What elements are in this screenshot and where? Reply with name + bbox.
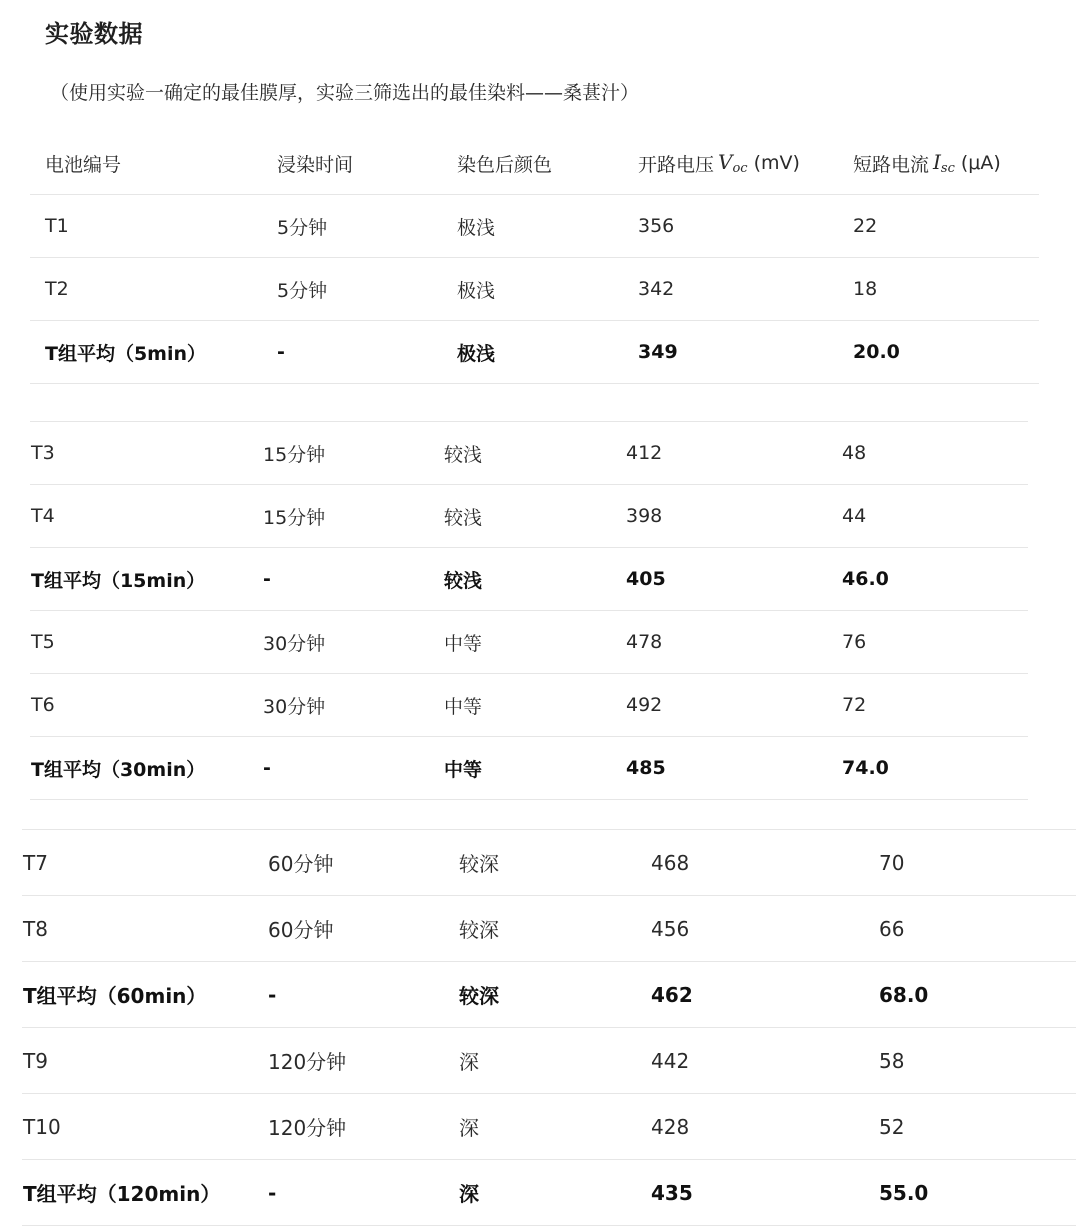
color-cell: 较深 [459, 984, 499, 1008]
table-average-row [30, 548, 1028, 611]
battery-id-cell: T9 [23, 1048, 48, 1073]
experiment-note: （使用实验一确定的最佳膜厚，实验三筛选出的最佳染料——桑葚汁） [50, 82, 640, 104]
battery-id-cell: T组平均（15min） [31, 569, 206, 592]
color-cell: 较深 [459, 852, 499, 876]
color-cell: 极浅 [457, 216, 496, 239]
soak-time-cell: 5分钟 [277, 216, 328, 239]
battery-id-cell: T组平均（5min） [45, 342, 207, 365]
voc-cell: 356 [638, 215, 675, 237]
isc-cell: 18 [853, 278, 878, 300]
isc-cell: 70 [879, 850, 905, 875]
voc-cell: 349 [638, 341, 678, 363]
header-isc [853, 132, 1001, 194]
isc-cell: 48 [842, 442, 867, 464]
isc-cell: 66 [879, 916, 905, 941]
isc-symbol: $I_{sc}$ [933, 150, 955, 176]
soak-time-cell: 30分钟 [263, 632, 326, 655]
voc-cell: 485 [626, 757, 666, 779]
voc-cell: 342 [638, 278, 675, 300]
table-header-row [30, 132, 1039, 195]
data-table-part-3 [22, 829, 1076, 1226]
header-soak-time: 浸染时间 [277, 153, 354, 176]
header-voc [638, 132, 800, 194]
soak-time-cell: - [268, 982, 277, 1007]
battery-id-cell: T组平均（30min） [31, 758, 206, 781]
isc-cell: 44 [842, 505, 867, 527]
header-voc-label: 开路电压 [638, 153, 715, 176]
isc-cell: 58 [879, 1048, 905, 1073]
voc-cell: 468 [651, 850, 690, 875]
soak-time-cell: 60分钟 [268, 918, 334, 942]
battery-id-cell: T6 [31, 694, 55, 716]
table-row [30, 485, 1028, 548]
isc-unit: (μA) [960, 152, 1001, 174]
battery-id-cell: T组平均（120min） [23, 1182, 221, 1206]
isc-cell: 74.0 [842, 757, 889, 779]
table-row [30, 258, 1039, 321]
table-body-3 [22, 830, 1076, 1226]
voc-cell: 462 [651, 982, 693, 1007]
voc-unit: (mV) [753, 152, 800, 174]
isc-cell: 55.0 [879, 1180, 929, 1205]
soak-time-cell: - [277, 341, 285, 363]
battery-id-cell: T7 [23, 850, 48, 875]
table-average-row [30, 737, 1028, 800]
isc-cell: 22 [853, 215, 878, 237]
battery-id-cell: T10 [23, 1114, 61, 1139]
soak-time-cell: 120分钟 [268, 1116, 347, 1140]
color-cell: 较浅 [444, 443, 483, 466]
soak-time-cell: 30分钟 [263, 695, 326, 718]
battery-id-cell: T8 [23, 916, 48, 941]
color-cell: 深 [459, 1116, 479, 1140]
table-row [30, 674, 1028, 737]
color-cell: 中等 [444, 632, 483, 655]
voc-cell: 405 [626, 568, 666, 590]
soak-time-cell: 5分钟 [277, 279, 328, 302]
table-row [22, 830, 1076, 896]
header-isc-label: 短路电流 [853, 153, 930, 176]
table-body-1 [30, 195, 1039, 384]
table-average-row [22, 962, 1076, 1028]
voc-cell: 478 [626, 631, 663, 653]
header-battery-id: 电池编号 [45, 153, 122, 176]
color-cell: 中等 [444, 758, 483, 781]
color-cell: 深 [459, 1182, 479, 1206]
color-cell: 较深 [459, 918, 499, 942]
isc-cell: 20.0 [853, 341, 900, 363]
soak-time-cell: - [268, 1180, 277, 1205]
soak-time-cell: 15分钟 [263, 506, 326, 529]
battery-id-cell: T组平均（60min） [23, 984, 207, 1008]
table-average-row [30, 321, 1039, 384]
voc-cell: 492 [626, 694, 663, 716]
page-title: 实验数据 [45, 20, 143, 48]
soak-time-cell: - [263, 757, 271, 779]
isc-cell: 72 [842, 694, 867, 716]
table-row [30, 195, 1039, 258]
battery-id-cell: T2 [45, 278, 69, 300]
battery-id-cell: T5 [31, 631, 55, 653]
voc-cell: 435 [651, 1180, 693, 1205]
soak-time-cell: - [263, 568, 271, 590]
isc-cell: 68.0 [879, 982, 929, 1007]
data-table-part-2 [30, 421, 1028, 800]
voc-cell: 456 [651, 916, 690, 941]
color-cell: 中等 [444, 695, 483, 718]
table-row [22, 1028, 1076, 1094]
table-row [22, 896, 1076, 962]
table-body-2 [30, 422, 1028, 800]
voc-cell: 398 [626, 505, 663, 527]
color-cell: 较浅 [444, 569, 483, 592]
color-cell: 深 [459, 1050, 479, 1074]
battery-id-cell: T3 [31, 442, 55, 464]
color-cell: 极浅 [457, 279, 496, 302]
color-cell: 极浅 [457, 342, 496, 365]
soak-time-cell: 60分钟 [268, 852, 334, 876]
table-row [30, 422, 1028, 485]
voc-cell: 428 [651, 1114, 690, 1139]
voc-cell: 412 [626, 442, 663, 464]
battery-id-cell: T4 [31, 505, 55, 527]
table-row [30, 611, 1028, 674]
voc-symbol: $V_{oc}$ [718, 150, 748, 176]
battery-id-cell: T1 [45, 215, 69, 237]
data-table-part-1 [30, 132, 1039, 384]
table-average-row [22, 1160, 1076, 1226]
soak-time-cell: 15分钟 [263, 443, 326, 466]
table-row [22, 1094, 1076, 1160]
isc-cell: 52 [879, 1114, 905, 1139]
color-cell: 较浅 [444, 506, 483, 529]
voc-cell: 442 [651, 1048, 690, 1073]
isc-cell: 46.0 [842, 568, 889, 590]
header-color-after: 染色后颜色 [457, 153, 553, 176]
isc-cell: 76 [842, 631, 867, 653]
soak-time-cell: 120分钟 [268, 1050, 347, 1074]
